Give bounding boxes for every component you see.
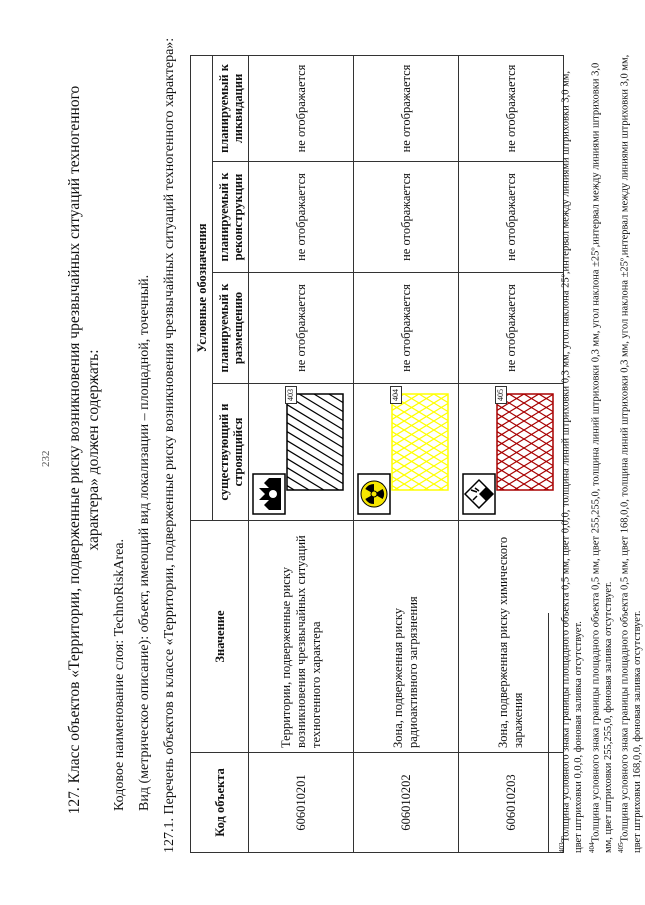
footnote-403 [556, 53, 586, 853]
planned-reconstruct-value: не отображается [249, 162, 354, 273]
object-code: 606010201 [249, 753, 354, 853]
hatched-area-symbol [356, 388, 452, 516]
object-meaning: Зона, подверженная риску химического заражения [459, 521, 564, 753]
object-meaning: Зона, подверженная риску радиоактивного загрязнения [354, 521, 459, 753]
planned-place-value: не отображается [249, 273, 354, 384]
radiation-icon [358, 474, 390, 514]
header-planned-place: планируемый к размещению [213, 273, 249, 384]
table-row [354, 55, 459, 852]
object-meaning: Территории, подверженные риску возникновения чрезвычайных ситуаций техногенного характера [249, 521, 354, 753]
symbol-cell [354, 384, 459, 521]
footnote-405 [615, 53, 645, 853]
layer-code-line: Кодовое наименование слоя: TechnoRiskArea. [112, 538, 127, 811]
planned-liquidate-value: не отображается [249, 55, 354, 161]
header-planned-reconstruct: планируемый к реконструкции [213, 162, 249, 273]
footnote-404 [586, 53, 616, 853]
object-code: 606010203 [459, 753, 564, 853]
footnote-separator [548, 613, 549, 853]
header-existing: существующий и строящийся [213, 384, 249, 521]
symbol-cell [249, 384, 354, 521]
planned-liquidate-value: не отображается [459, 55, 564, 161]
chemical-hazard-icon [463, 474, 495, 514]
geometry-view-line: Вид (метрическое описание): объект, имеющий вид локализации – площадной, точечный. [137, 274, 152, 811]
section-heading: 127. Класс объектов «Территории, подверженные риску возникновения чрезвычайных ситуаций техногенного характера» должен содержать: [66, 85, 102, 815]
table-row [249, 55, 354, 852]
objects-table [190, 55, 564, 853]
footnote-number: 403 [558, 842, 566, 853]
footnote-number: 404 [587, 842, 596, 853]
footnote-ref: 403 [285, 386, 297, 404]
page-number: 232 [40, 450, 52, 467]
planned-reconstruct-value: не отображается [354, 162, 459, 273]
object-list-title: 127.1. Перечень объектов в классе «Территории, подверженные риску возникновения чрезвычайных ситуаций техногенного характера»: [162, 37, 177, 853]
header-meaning: Значение [191, 521, 249, 753]
header-code: Код объекта [191, 753, 249, 853]
header-symbols-group: Условные обозначения [191, 55, 213, 520]
object-code: 606010202 [354, 753, 459, 853]
footnote-number: 405 [617, 842, 625, 853]
industrial-hazard-icon [253, 474, 285, 514]
planned-reconstruct-value: не отображается [459, 162, 564, 273]
footnote-text: Толщина условного знака границы площадного объекта 0,5 мм, цвет 168,0,0, толщина линий штриховки 0,3 мм, угол наклона ±25º,интервал между линиями штриховки 3,0 мм, цвет штриховки 168,0,0, фоновая заливка отсутствует. [619, 54, 643, 853]
hatched-area-symbol [251, 388, 347, 516]
planned-place-value: не отображается [354, 273, 459, 384]
footnote-ref: 405 [495, 386, 507, 404]
header-planned-liquidate: планируемый к ликвидации [213, 55, 249, 161]
planned-liquidate-value: не отображается [354, 55, 459, 161]
footnote-text: Толщина условного знака границы площадного объекта 0,5 мм, цвет 0,0,0, толщина линий штриховки 0,3 мм, угол наклона 25º,интервал между линиями штриховки 3,0 мм, цвет штриховки 0,0,0, фоновая заливка отсутствует. [560, 71, 584, 853]
planned-place-value: не отображается [459, 273, 564, 384]
symbol-cell [459, 384, 564, 521]
hatched-area-symbol [461, 388, 557, 516]
footnote-ref: 404 [390, 386, 402, 404]
footnotes [556, 53, 645, 853]
footnote-text: Толщина условного знака границы площадного объекта 0,5 мм, цвет 255,255,0, толщина линий штриховки 0,3 мм, угол наклона ±25º,интервал между линиями штриховки 3,0 мм, цвет штриховки 255,255,0, фоновая заливка отсутствует. [590, 62, 614, 853]
